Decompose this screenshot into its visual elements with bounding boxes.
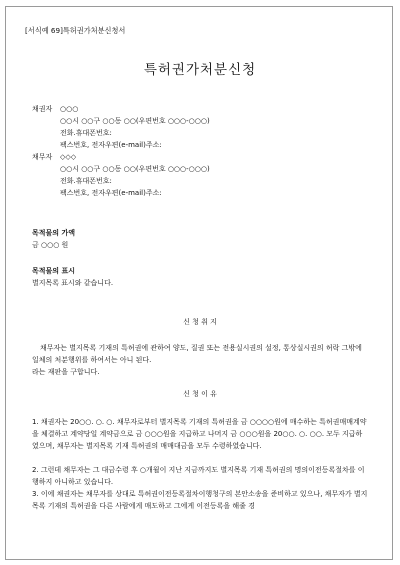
document-title: 특허권가처분신청: [143, 62, 257, 78]
creditor-address: ○○시 ○○구 ○○동 ○○(우편번호 ○○○-○○○): [60, 117, 210, 125]
debtor-label: 채무자: [32, 153, 53, 161]
debtor-fax-email: 팩스번호, 전자우편(e-mail)주소:: [60, 189, 162, 197]
purpose-heading: 신 청 취 지: [183, 318, 217, 326]
creditor-fax-email: 팩스번호, 전자우편(e-mail)주소:: [60, 141, 162, 149]
object-value: 금 ○○○ 원: [32, 241, 69, 249]
reasons-heading: 신 청 이 유: [183, 390, 217, 398]
object-value-heading: 목적물의 가액: [32, 229, 76, 237]
reason-item-1: 1. 채권자는 20○○. ○. ○. 채무자로부터 별지목록 기재의 특허권을 금 ○○○○원에 매수하는 특허권매매계약을 체결하고 계약당일 계약금으로 금 ○○○원을 지급하고 나머지 금 ○○○원을 20○○. ○. ○○. 모두 지급하였으며, 채무자는 별지목록 기재 특허권의 매매대금을 모두 수령하였습니다.: [32, 418, 367, 450]
creditor-label: 채권자: [32, 105, 53, 113]
creditor-phone: 전화.휴대폰번호:: [60, 129, 112, 137]
purpose-body: 채무자는 별지목록 기재의 특허권에 관하여 양도, 질권 또는 전용실시권의 설정, 통상실시권의 허락 그밖에 일체의 처분행위를 하여서는 아니 된다.: [32, 344, 362, 364]
reason-item-3: 3. 이에 채권자는 채무자를 상대로 특허권이전등록절차이행청구의 본안소송을 준비하고 있으나, 채무자가 별지목록 기재의 특허권을 다른 사람에게 매도하고 그에게 이전등록을 해줄 경: [32, 490, 368, 510]
creditor-name: ○○○: [60, 105, 79, 113]
form-label: [서식예 69]특허권가처분신청서: [25, 26, 126, 35]
debtor-phone: 전화.휴대폰번호:: [60, 177, 112, 185]
debtor-name: ◇◇◇: [60, 153, 77, 161]
reason-item-2: 2. 그런데 채무자는 그 대금수령 후 ○개월이 지난 지금까지도 별지목록 기재 특허권의 명의이전등록절차를 이행하지 아니하고 있습니다.: [32, 466, 365, 486]
purpose-closing: 라는 재판을 구합니다.: [32, 368, 100, 376]
object-display-text: 별지목록 표시와 같습니다.: [32, 279, 114, 287]
object-display-heading: 목적물의 표시: [32, 267, 76, 275]
debtor-address: ○○시 ○○구 ○○동 ○○(우편번호 ○○○-○○○): [60, 165, 210, 173]
